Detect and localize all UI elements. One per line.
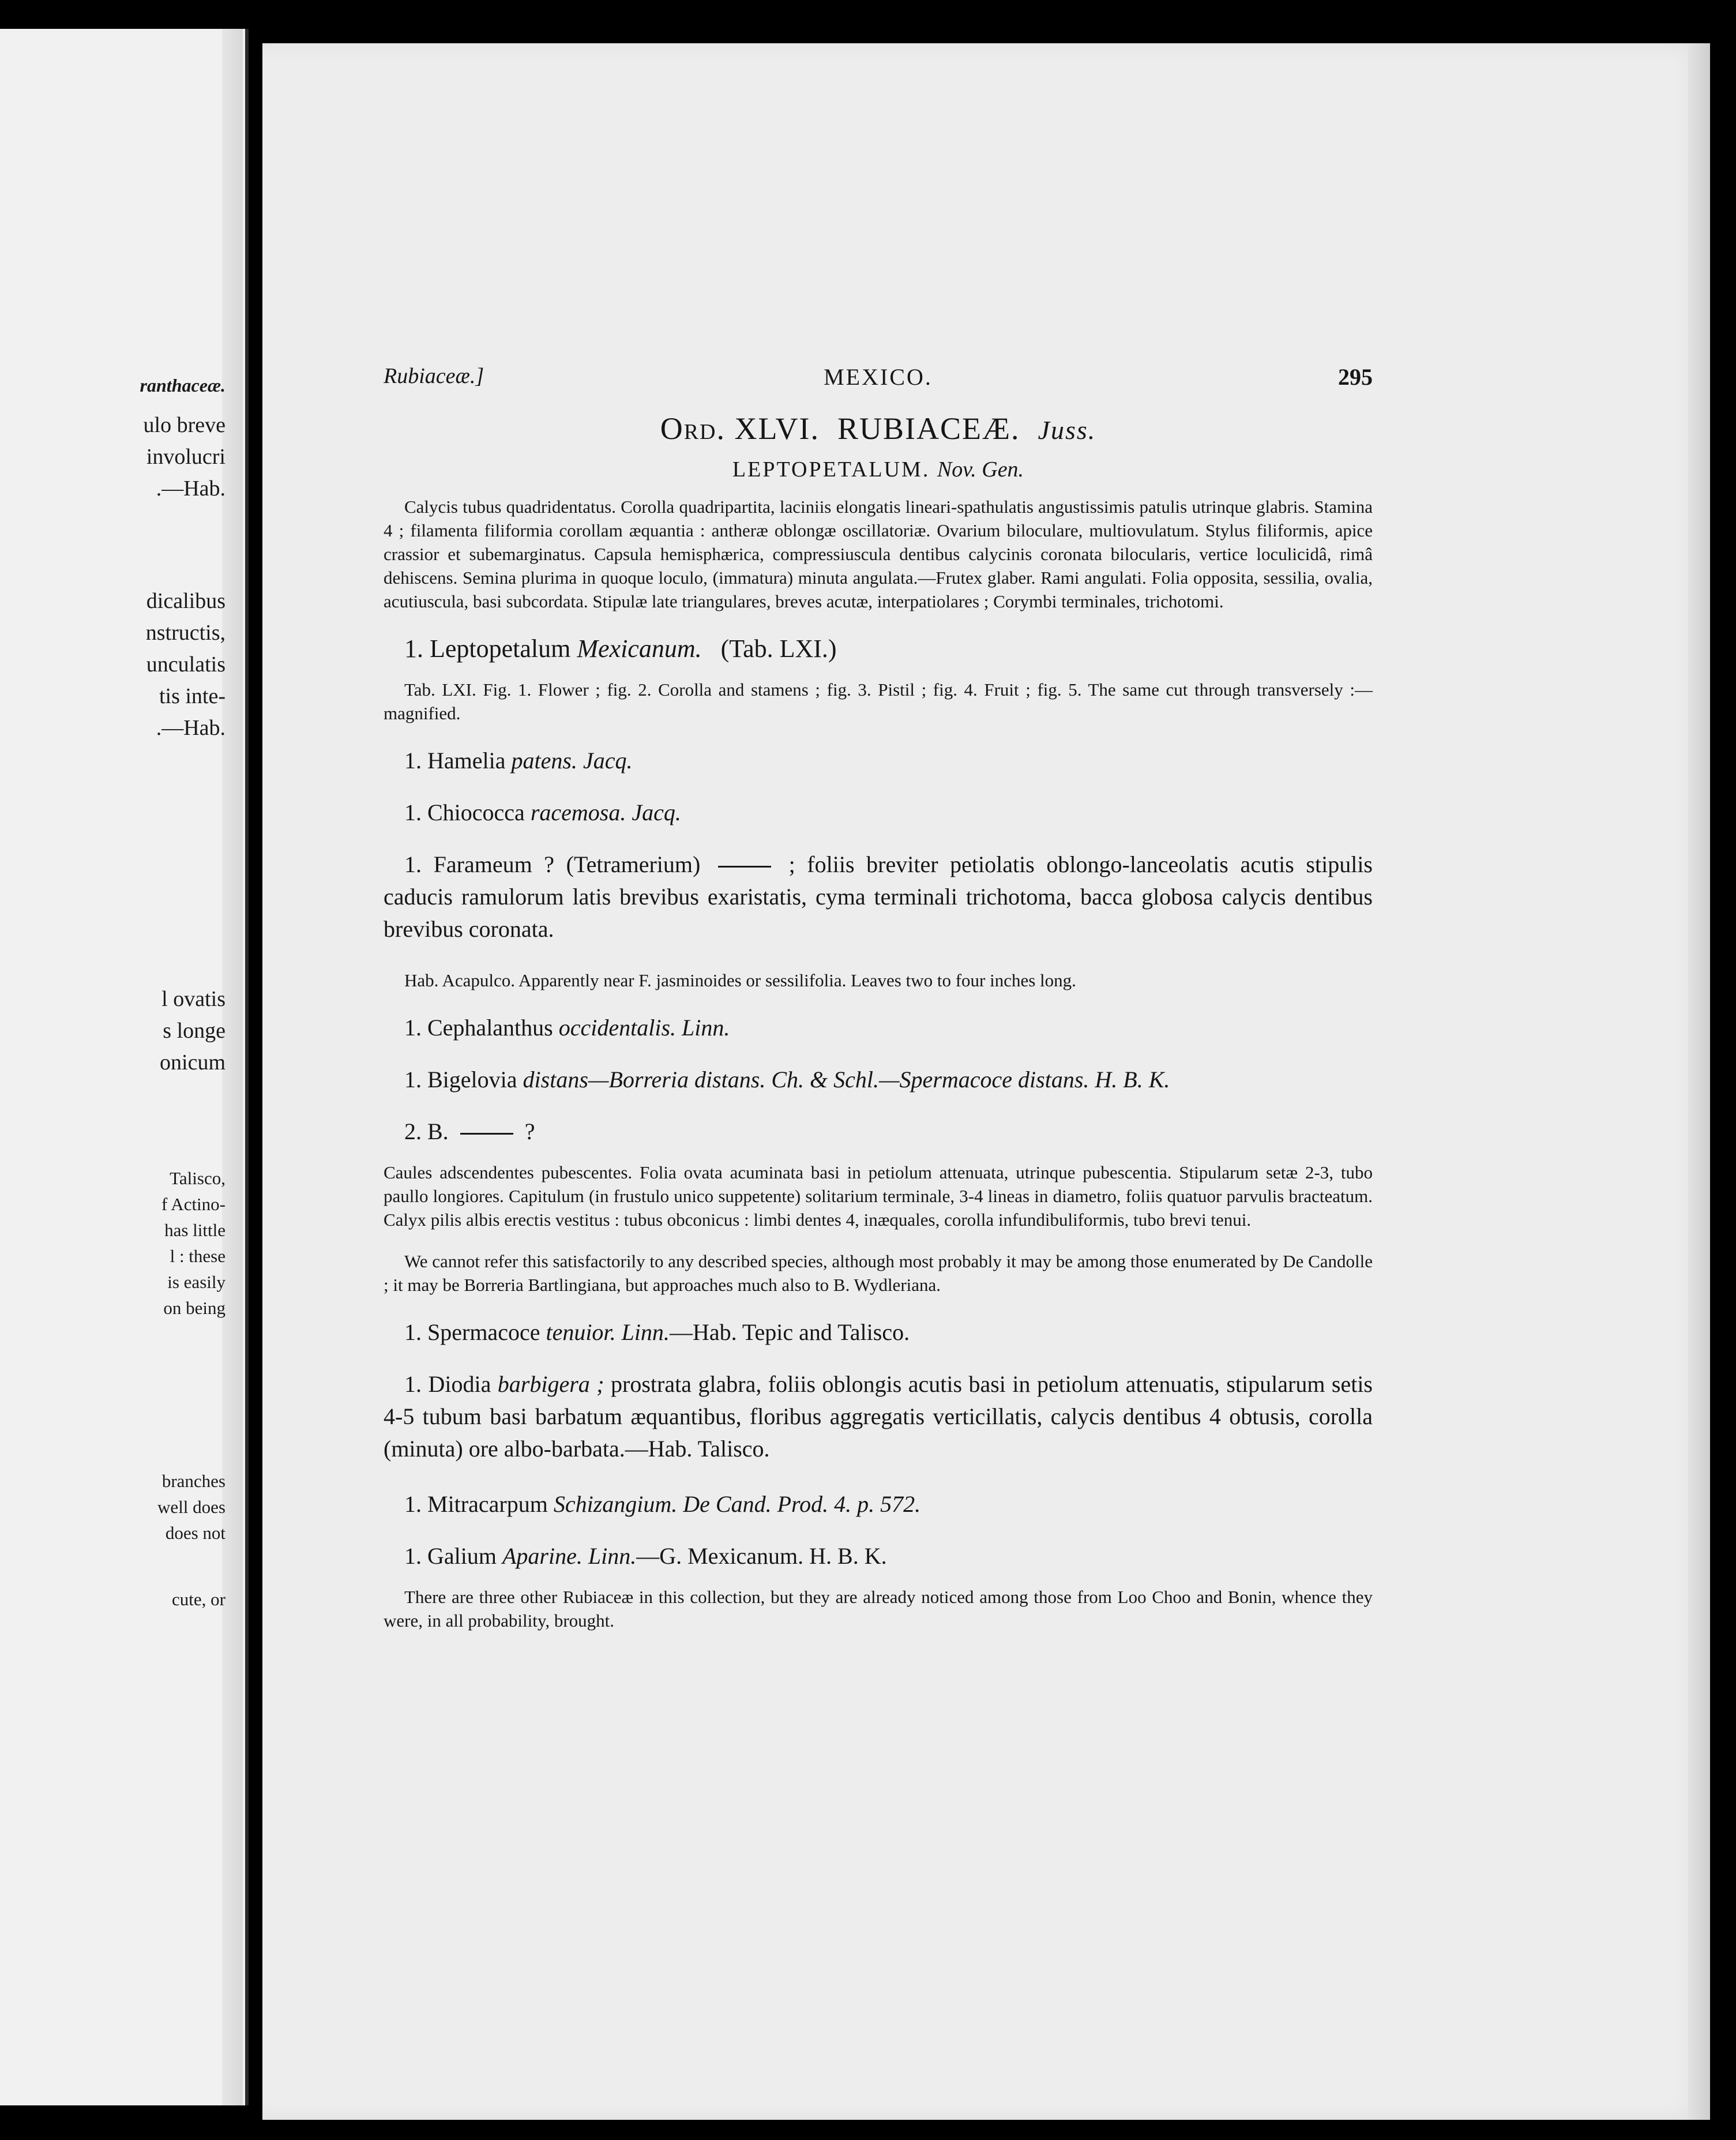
- left-page-line: ranthaceæ.: [140, 375, 226, 396]
- species-entry: [384, 1316, 1373, 1349]
- species-entry: [384, 797, 1373, 829]
- page-edge: [1688, 43, 1710, 2120]
- right-page: [262, 43, 1710, 2120]
- species-epithet: Aparine. Linn.: [502, 1543, 637, 1569]
- left-page-line: f Actino-: [161, 1194, 226, 1214]
- species-number: 1.: [404, 748, 422, 774]
- species-genus: Leptopetalum: [430, 635, 571, 663]
- plate-reference: (Tab. LXI.): [720, 635, 837, 663]
- plate-caption: Tab. LXI. Fig. 1. Flower ; fig. 2. Corolla and stamens ; fig. 3. Pistil ; fig. 4. Fruit ; fig. 5. The same cut through transversely :—magnified.: [384, 679, 1373, 723]
- species-synonyms: —G. Mexicanum. H. B. K.: [636, 1543, 887, 1569]
- species-entry-farameum: [384, 849, 1373, 945]
- left-page-line: branches: [161, 1471, 226, 1491]
- blank-line: [460, 1133, 513, 1135]
- species-epithet: tenuior. Linn.: [546, 1319, 670, 1345]
- left-page-line: l : these: [170, 1246, 226, 1266]
- species-genus: Galium: [427, 1543, 497, 1569]
- species-epithet: barbigera ;: [497, 1371, 604, 1397]
- closing-note: There are three other Rubiaceæ in this collection, but they are already noticed among those from Loo Choo and Bonin, whence they were, in all probability, brought.: [384, 1587, 1373, 1631]
- species-query-mark: ?: [524, 1118, 535, 1144]
- species-entry: [384, 1488, 1373, 1520]
- order-author: Juss.: [1038, 415, 1096, 445]
- habitat-note: Hab. Acapulco. Apparently near F. jasminoides or sessilifolia. Leaves two to four inches long.: [404, 970, 1076, 990]
- left-page-line: well does: [157, 1497, 226, 1517]
- species-number: 1.: [404, 799, 422, 825]
- genus-description: Calycis tubus quadridentatus. Corolla quadripartita, laciniis elongatis lineari-spathulatis angustissimis patulis utrinque glabris. Stamina 4 ; filamenta filiformia corollam æquantia : antheræ oblongæ oscillatoriæ. Ovarium biloculare, multiovulatum. Stylus filiformis, apice crassior et subemarginatus. Capsula hemisphærica, compressiuscula dentibus calycinis coronata bilocularis, vertice loculicidâ, rimâ dehiscens. Semina plurima in quoque loculo, (immatura) minuta angulata.—Frutex glaber. Rami angulati. Folia opposita, sessilia, ovalia, acutiuscula, basi subcordata. Stipulæ late triangulares, breves acutæ, interpatiolares ; Corymbi terminales, trichotomi.: [384, 497, 1373, 611]
- species-number: 1.: [404, 1543, 422, 1569]
- left-page-line: cute, or: [172, 1589, 226, 1609]
- species-description: Caules adscendentes pubescentes. Folia ovata acuminata basi in petiolum attenuata, utrinque pubescentia. Stipularum setæ 2-3, tubo paullo longiores. Capitulum (in frustulo unico suppetente) solitarium terminale, 3-4 lineas in diametro, foliis quatuor parvulis bracteatum. Calyx pilis albis erectis vestitus : tubus obconicus : limbi dentes 4, inæquales, corolla infundibuliformis, tubo brevi tenui.: [384, 1162, 1373, 1230]
- left-page-line: ulo breve: [143, 413, 226, 437]
- left-page-line: tis inte-: [159, 684, 226, 708]
- species-genus: Chiococca: [427, 799, 525, 825]
- left-page-line: on being: [163, 1298, 226, 1318]
- species-epithet: patens. Jacq.: [511, 748, 633, 774]
- running-head-title: MEXICO.: [824, 364, 933, 390]
- left-page-line: l ovatis: [161, 987, 226, 1011]
- left-page-line: .—Hab.: [156, 716, 226, 740]
- species-genus: B.: [427, 1118, 449, 1144]
- left-page-line: dicalibus: [146, 589, 226, 613]
- running-head-section: Rubiaceæ.]: [384, 364, 484, 388]
- species-genus: Hamelia: [427, 748, 506, 774]
- species-epithet: occidentalis. Linn.: [558, 1015, 730, 1041]
- order-heading: [384, 411, 1373, 446]
- page-number: 295: [1338, 364, 1373, 390]
- habitat: —Hab. Tepic and Talisco.: [669, 1319, 910, 1345]
- species-entry: [384, 1116, 1373, 1148]
- left-page-line: is easily: [167, 1272, 226, 1292]
- species-entry: [384, 1012, 1373, 1044]
- genus-note: Nov. Gen.: [937, 457, 1024, 482]
- species-number: 2.: [404, 1118, 422, 1144]
- species-genus: Cephalanthus: [427, 1015, 553, 1041]
- species-number: 1.: [404, 851, 422, 877]
- species-entry: [384, 1064, 1373, 1096]
- species-number: 1.: [404, 1067, 422, 1092]
- species-entry: [384, 745, 1373, 777]
- species-number: 1.: [404, 1319, 422, 1345]
- species-remark: We cannot refer this satisfactorily to any described species, although most probably it may be among those enumerated by De Candolle ; it may be Borreria Bartlingiana, but approaches much also to B. Wydleriana.: [384, 1251, 1373, 1295]
- left-page-line: nstructis,: [145, 621, 226, 645]
- left-page-fragment: [0, 29, 249, 2105]
- species-genus: Mitracarpum: [427, 1491, 548, 1517]
- species-number: 1.: [404, 635, 423, 663]
- left-page-line: involucri: [146, 445, 226, 469]
- left-page-line: s longe: [163, 1019, 226, 1043]
- left-page-line: Talisco,: [170, 1168, 226, 1188]
- species-epithet: Mexicanum.: [577, 635, 702, 663]
- order-prefix: Ord.: [660, 411, 726, 446]
- species-diagnosis: ; foliis breviter petiolatis oblongo-lanceolatis acutis stipulis caducis ramulorum latis brevibus exaristatis, cyma terminali trichotoma, bacca globosa calycis dentibus brevibus coronata.: [384, 851, 1373, 942]
- species-epithet: Schizangium. De Cand. Prod. 4. p. 572.: [553, 1491, 921, 1517]
- species-number: 1.: [404, 1491, 422, 1517]
- left-page-line: unculatis: [146, 652, 226, 677]
- order-name: RUBIACEÆ.: [837, 411, 1020, 446]
- species-entry: [384, 1540, 1373, 1572]
- species-synonyms: distans—Borreria distans. Ch. & Schl.—Spermacoce distans. H. B. K.: [523, 1067, 1170, 1092]
- running-head: [384, 363, 1373, 398]
- species-number: 1.: [404, 1015, 422, 1041]
- species-diagnosis: prostrata glabra, foliis oblongis acutis basi in petiolum attenuatis, stipularum setis 4-5 tubum basi barbatum æquantibus, floribus aggregatis verticillatis, calycis dentibus 4 obtusis, corolla (minuta) ore albo-barbata.—Hab. Talisco.: [384, 1371, 1373, 1462]
- species-entry: [384, 633, 1373, 665]
- genus-name: LEPTOPETALUM.: [732, 457, 930, 482]
- text-column: [384, 363, 1373, 1650]
- species-genus: Diodia: [428, 1371, 491, 1397]
- species-epithet: racemosa. Jacq.: [530, 799, 681, 825]
- left-page-line: onicum: [160, 1050, 226, 1075]
- blank-line: [718, 866, 771, 868]
- species-genus: Bigelovia: [427, 1067, 517, 1092]
- left-page-line: has little: [164, 1220, 226, 1240]
- left-page-line: .—Hab.: [156, 476, 226, 501]
- species-number: 1.: [404, 1371, 422, 1397]
- species-name: Farameum ? (Tetramerium): [433, 851, 701, 877]
- genus-heading: [384, 457, 1373, 482]
- species-genus: Spermacoce: [427, 1319, 540, 1345]
- left-page-line: does not: [165, 1523, 226, 1543]
- order-number: XLVI.: [734, 411, 820, 446]
- species-entry-diodia: [384, 1368, 1373, 1465]
